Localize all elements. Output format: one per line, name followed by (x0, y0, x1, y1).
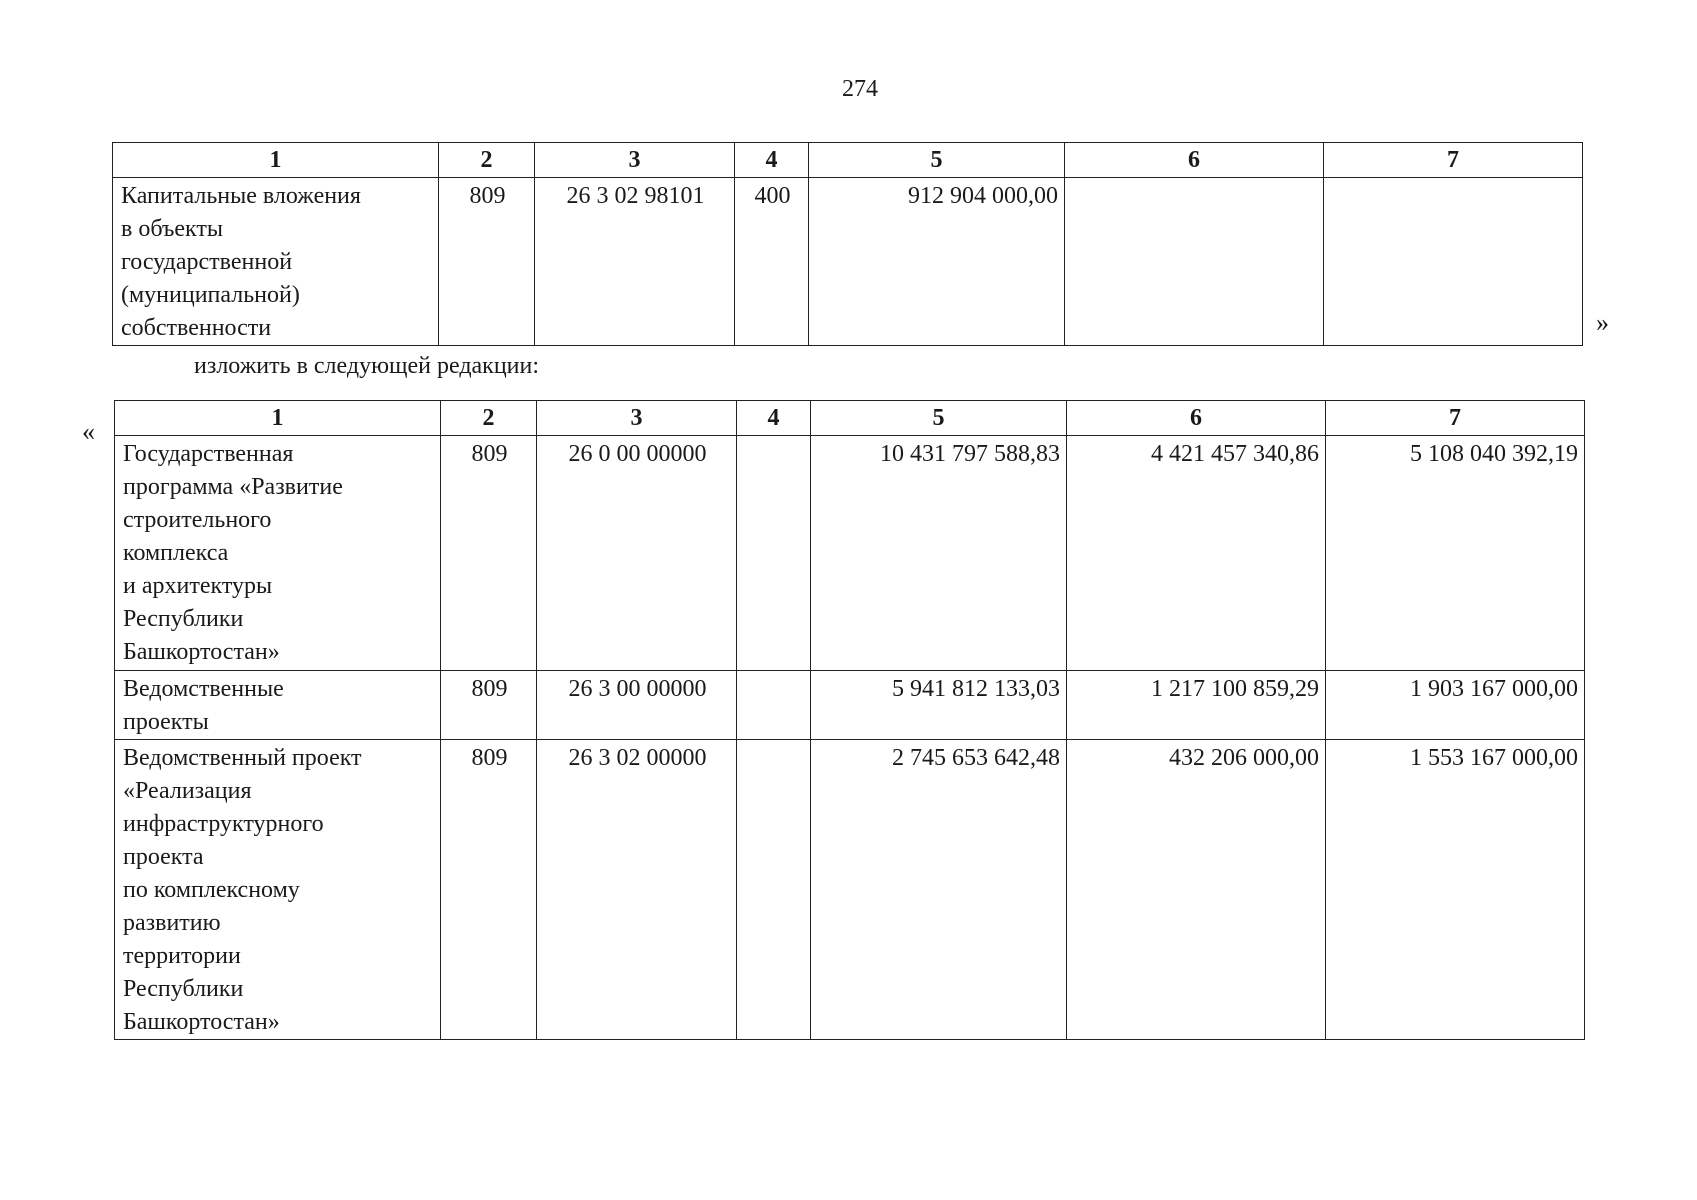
row-code: 809 (441, 436, 537, 671)
column-header: 7 (1326, 401, 1585, 436)
column-header: 1 (115, 401, 441, 436)
column-header: 7 (1324, 143, 1583, 178)
table-row (115, 671, 1585, 740)
instruction-text: изложить в следующей редакции: (194, 353, 540, 379)
closing-quote: » (1596, 308, 1609, 337)
row-amount-5: 5 941 812 133,03 (811, 671, 1067, 740)
old-table (112, 142, 1583, 346)
column-header: 6 (1065, 143, 1324, 178)
row-amount-7: 1 553 167 000,00 (1326, 740, 1585, 1040)
row-amount-5: 912 904 000,00 (809, 178, 1065, 346)
row-amount-6 (1065, 178, 1324, 346)
row-expense-type (737, 436, 811, 671)
column-header: 3 (535, 143, 735, 178)
table-row (115, 436, 1585, 671)
row-amount-7: 5 108 040 392,19 (1326, 436, 1585, 671)
row-expense-type: 400 (735, 178, 809, 346)
row-amount-6: 432 206 000,00 (1067, 740, 1326, 1040)
row-name: Государственная программа «Развитие строительного комплекса и архитектуры Республики Башкортостан» (123, 441, 343, 665)
column-header: 3 (537, 401, 737, 436)
column-header: 2 (439, 143, 535, 178)
table-row (115, 740, 1585, 1040)
row-amount-6: 4 421 457 340,86 (1067, 436, 1326, 671)
row-amount-5: 10 431 797 588,83 (811, 436, 1067, 671)
row-name: Ведомственный проект «Реализация инфраструктурного проекта по комплексному развитию территории Республики Башкортостан» (123, 745, 362, 1035)
table-row (113, 178, 1583, 346)
row-target-code: 26 3 02 00000 (537, 740, 737, 1040)
page-number: 274 (842, 76, 878, 102)
row-code: 809 (441, 671, 537, 740)
row-target-code: 26 3 02 98101 (535, 178, 735, 346)
row-name: Капитальные вложения в объекты государственной (муниципальной) собственности (121, 183, 361, 341)
column-header: 1 (113, 143, 439, 178)
column-header: 6 (1067, 401, 1326, 436)
row-target-code: 26 3 00 00000 (537, 671, 737, 740)
row-target-code: 26 0 00 00000 (537, 436, 737, 671)
row-code: 809 (441, 740, 537, 1040)
row-expense-type (737, 740, 811, 1040)
column-header: 4 (735, 143, 809, 178)
row-amount-7 (1324, 178, 1583, 346)
row-amount-6: 1 217 100 859,29 (1067, 671, 1326, 740)
table-header-row (113, 143, 1583, 178)
row-amount-7: 1 903 167 000,00 (1326, 671, 1585, 740)
row-name: Ведомственные проекты (123, 676, 284, 735)
column-header: 5 (809, 143, 1065, 178)
row-amount-5: 2 745 653 642,48 (811, 740, 1067, 1040)
row-expense-type (737, 671, 811, 740)
table-header-row (115, 401, 1585, 436)
new-table (114, 400, 1585, 1040)
column-header: 5 (811, 401, 1067, 436)
row-code: 809 (439, 178, 535, 346)
column-header: 2 (441, 401, 537, 436)
opening-quote: « (82, 417, 95, 446)
column-header: 4 (737, 401, 811, 436)
